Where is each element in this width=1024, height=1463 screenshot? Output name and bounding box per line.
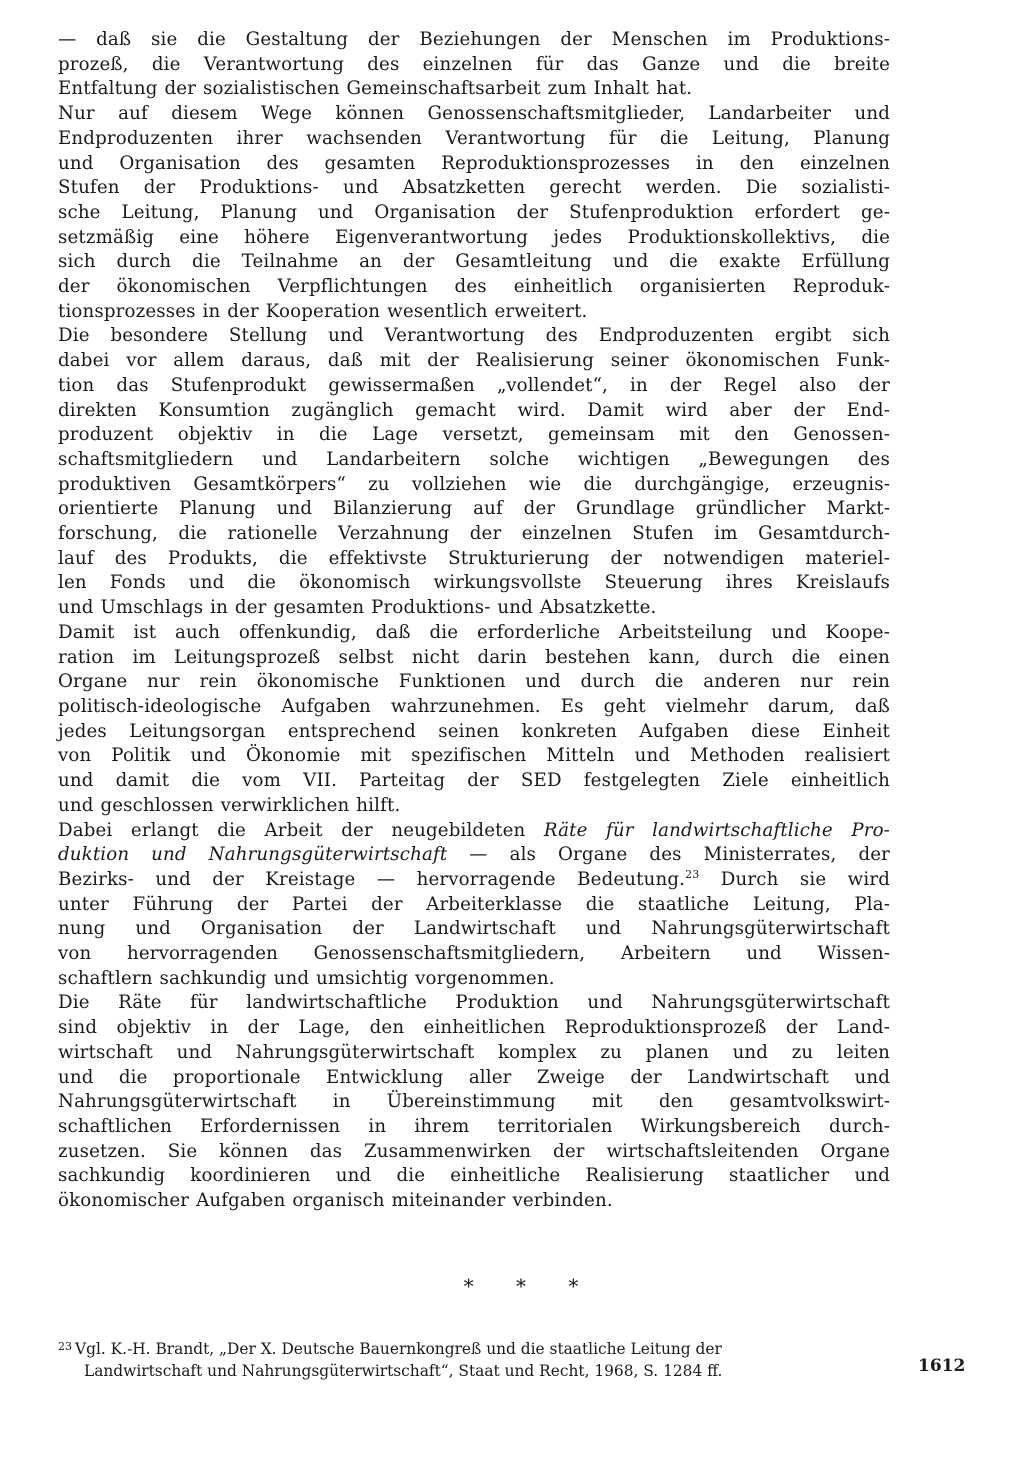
- footnote: [58, 1336, 894, 1382]
- text-line: Nahrungsgüterwirtschaft in Übereinstimmung mit den gesamtvolkswirt-: [58, 1091, 890, 1113]
- text-line: tionsprozesses in der Kooperation wesentlich erweitert.: [58, 300, 588, 322]
- text-line: [58, 843, 890, 868]
- text-line: produzent objektiv in die Lage versetzt, gemeinsam mit den Genossen-: [58, 424, 890, 446]
- footnote-line: Landwirtschaft und Nahrungsgüterwirtschaft“, Staat und Recht, 1968, S. 1284 ff.: [84, 1362, 723, 1380]
- text-line: Organe nur rein ökonomische Funktionen und durch die anderen nur rein: [58, 671, 890, 693]
- text-line: Endproduzenten ihrer wachsenden Verantwortung für die Leitung, Planung: [58, 127, 890, 149]
- italic-term: Räte für landwirtschaftliche Pro-: [543, 819, 890, 841]
- text-line: Nur auf diesem Wege können Genossenschaftsmitglieder, Landarbeiter und: [58, 103, 890, 125]
- text-line: sich durch die Teilnahme an der Gesamtleitung und die exakte Erfüllung: [58, 251, 890, 273]
- text-line: ökonomischer Aufgaben organisch miteinander verbinden.: [58, 1190, 613, 1212]
- text-line: — daß sie die Gestaltung der Beziehungen der Menschen im Produktions-: [58, 29, 890, 50]
- paragraph-1: [58, 28, 890, 102]
- section-separator: * * *: [463, 1274, 597, 1298]
- paragraph-5: [58, 819, 890, 992]
- text-span: Durch sie wird: [699, 868, 891, 890]
- text-line: lauf des Produkts, die effektivste Strukturierung der notwendigen materiel-: [58, 547, 890, 569]
- text-line: [58, 868, 890, 893]
- text-line: schaftsmitgliedern und Landarbeitern solche wichtigen „Bewegungen des: [58, 448, 890, 470]
- paragraph-2: [58, 102, 890, 324]
- main-text: [58, 28, 890, 1214]
- text-line: Damit ist auch offenkundig, daß die erforderliche Arbeitsteilung und Koope-: [58, 621, 890, 643]
- text-line: zusetzen. Sie können das Zusammenwirken der wirtschaftsleitenden Organe: [58, 1140, 890, 1162]
- text-span: Dabei erlangt die Arbeit der neugebildeten: [58, 819, 544, 841]
- text-line: forschung, die rationelle Verzahnung der einzelnen Stufen im Gesamtdurch-: [58, 523, 890, 545]
- text-line: und Umschlags in der gesamten Produktions- und Absatzkette.: [58, 597, 657, 619]
- text-line: und die proportionale Entwicklung aller Zweige der Landwirtschaft und: [58, 1066, 890, 1088]
- italic-term: duktion und Nahrungsgüterwirtschaft: [58, 844, 448, 866]
- paragraph-3: [58, 324, 890, 620]
- text-line: produktiven Gesamtkörpers“ zu vollziehen wie die durchgängige, erzeugnis-: [58, 473, 890, 495]
- text-line: sachkundig koordinieren und die einheitliche Realisierung staatlicher und: [58, 1165, 890, 1187]
- text-line: wirtschaft und Nahrungsgüterwirtschaft komplex zu planen und zu leiten: [58, 1041, 890, 1063]
- text-line: und geschlossen verwirklichen hilft.: [58, 794, 401, 816]
- text-line: Stufen der Produktions- und Absatzketten gerecht werden. Die sozialisti-: [58, 177, 890, 199]
- footnote-reference: 23: [685, 867, 700, 881]
- text-line: Die besondere Stellung und Verantwortung des Endproduzenten ergibt sich: [58, 325, 890, 347]
- footnote-line: [58, 1336, 894, 1360]
- text-line: schaftlichen Erfordernissen in ihrem territorialen Wirkungsbereich durch-: [58, 1115, 890, 1137]
- text-line: dabei vor allem daraus, daß mit der Realisierung seiner ökonomischen Funk-: [58, 350, 890, 372]
- footnote-text: Vgl. K.-H. Brandt, „Der X. Deutsche Bauernkongreß und die staatliche Leitung der: [75, 1340, 722, 1358]
- text-line: direkten Konsumtion zugänglich gemacht wird. Damit wird aber der End-: [58, 399, 890, 421]
- text-line: setzmäßig eine höhere Eigenverantwortung jedes Produktionskollektivs, die: [58, 226, 890, 248]
- text-span: Bezirks- und der Kreistage — hervorragende Bedeutung.: [58, 868, 686, 890]
- text-line: len Fonds und die ökonomisch wirkungsvollste Steuerung ihres Kreislaufs: [58, 572, 890, 594]
- footnote-number: 23: [58, 1340, 72, 1353]
- text-line: unter Führung der Partei der Arbeiterklasse die staatliche Leitung, Pla-: [58, 893, 890, 915]
- text-line: von hervorragenden Genossenschaftsmitgliedern, Arbeitern und Wissen-: [58, 943, 890, 965]
- text-line: sind objektiv in der Lage, den einheitlichen Reproduktionsprozeß der Land-: [58, 1017, 890, 1039]
- text-line: und damit die vom VII. Parteitag der SED festgelegten Ziele einheitlich: [58, 770, 890, 792]
- text-line: ration im Leitungsprozeß selbst nicht darin bestehen kann, durch die einen: [58, 646, 890, 668]
- text-line: der ökonomischen Verpflichtungen des einheitlich organisierten Reproduk-: [58, 276, 890, 298]
- text-line: Entfaltung der sozialistischen Gemeinschaftsarbeit zum Inhalt hat.: [58, 78, 693, 100]
- text-line: jedes Leitungsorgan entsprechend seinen konkreten Aufgaben diese Einheit: [58, 720, 890, 742]
- text-line: prozeß, die Verantwortung des einzelnen für das Ganze und die breite: [58, 53, 890, 75]
- text-line: orientierte Planung und Bilanzierung auf der Grundlage gründlicher Markt-: [58, 498, 890, 520]
- text-line: [58, 819, 890, 844]
- text-span: — als Organe des Ministerrates, der: [447, 844, 890, 866]
- paragraph-6: [58, 991, 890, 1213]
- text-line: schaftlern sachkundig und umsichtig vorgenommen.: [58, 967, 555, 989]
- text-line: sche Leitung, Planung und Organisation der Stufenproduktion erfordert ge-: [58, 201, 890, 223]
- page-number: 1612: [918, 1356, 966, 1376]
- text-line: Die Räte für landwirtschaftliche Produktion und Nahrungsgüterwirtschaft: [58, 992, 890, 1014]
- paragraph-4: [58, 621, 890, 819]
- text-line: und Organisation des gesamten Reproduktionsprozesses in den einzelnen: [58, 152, 890, 174]
- text-line: nung und Organisation der Landwirtschaft und Nahrungsgüterwirtschaft: [58, 918, 890, 940]
- text-line: tion das Stufenprodukt gewissermaßen „vollendet“, in der Regel also der: [58, 374, 890, 396]
- text-line: von Politik und Ökonomie mit spezifischen Mitteln und Methoden realisiert: [58, 745, 890, 767]
- text-line: politisch-ideologische Aufgaben wahrzunehmen. Es geht vielmehr darum, daß: [58, 695, 890, 717]
